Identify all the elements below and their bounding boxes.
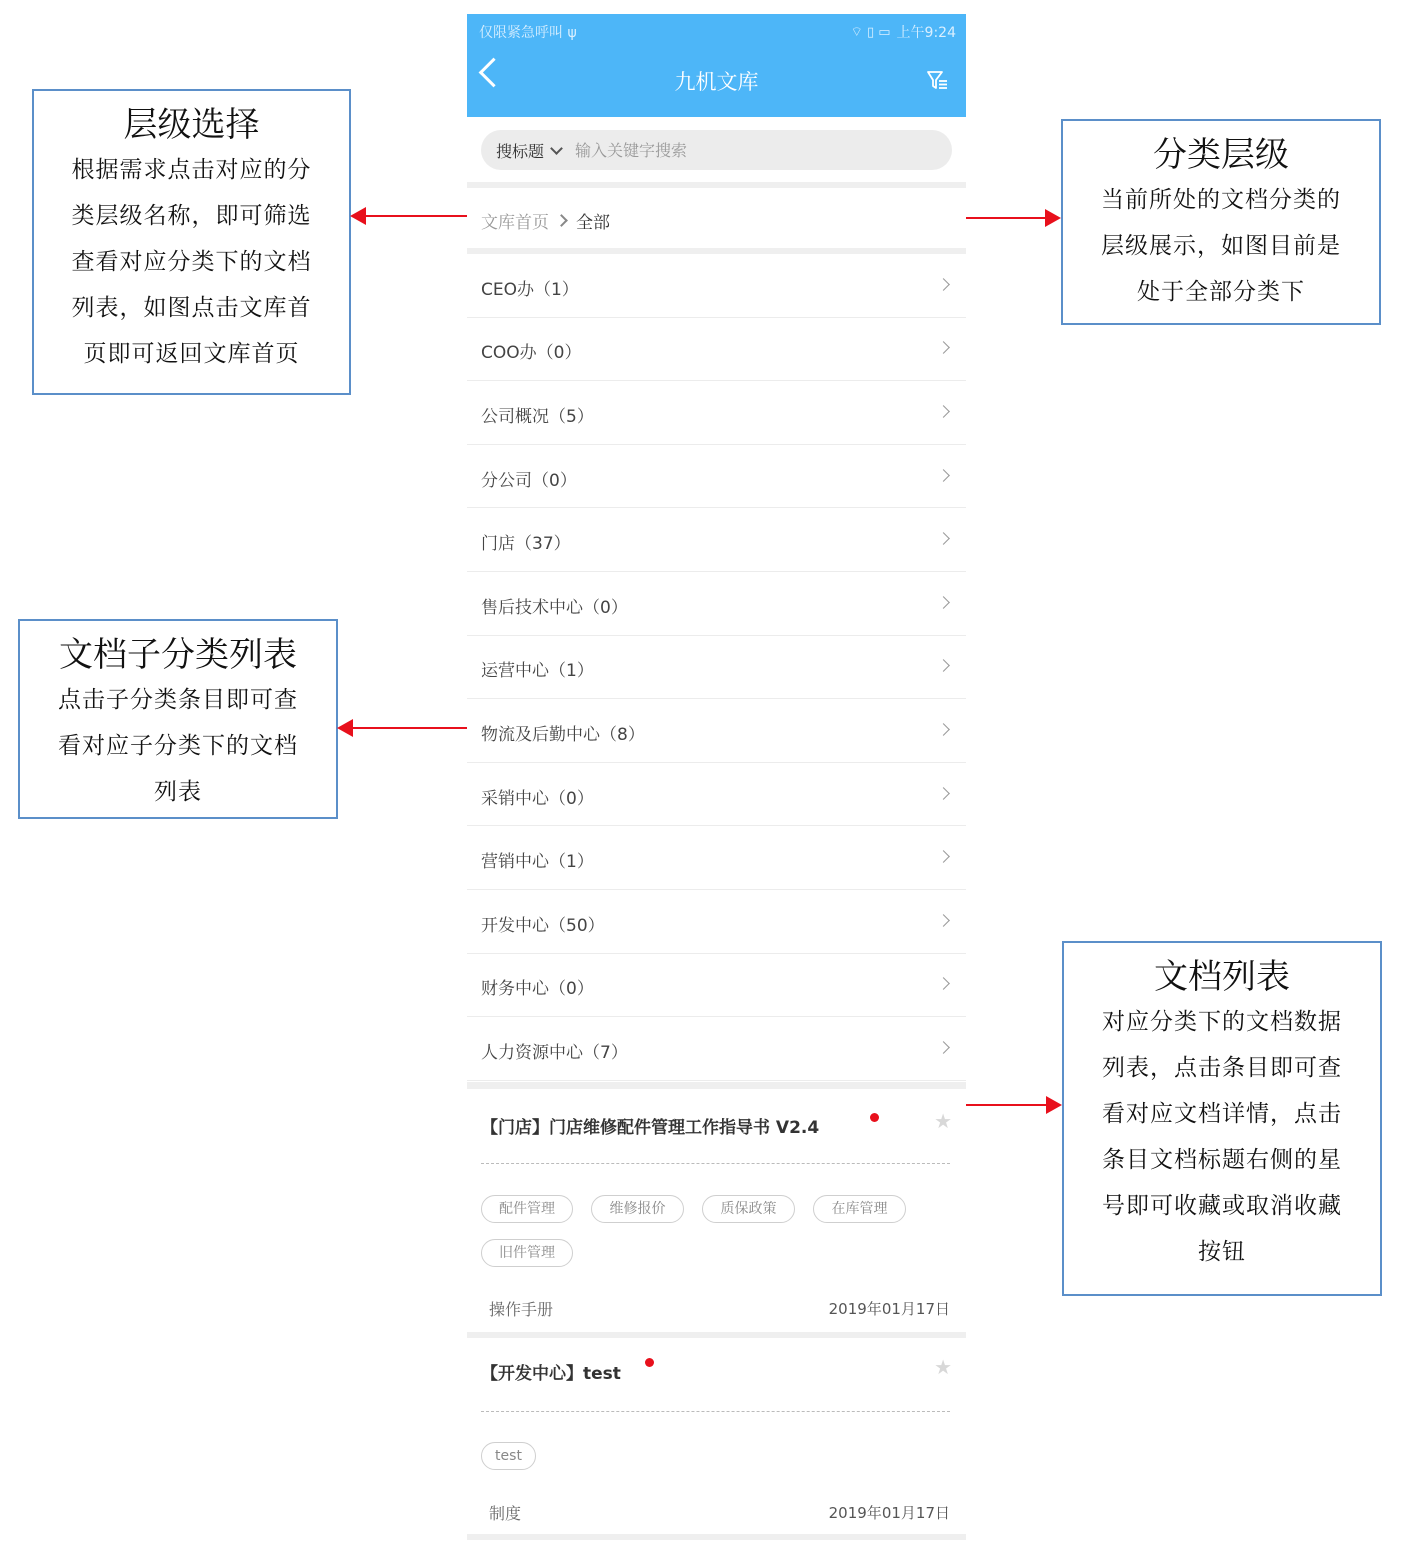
search-scope-label: 搜标题 [496, 141, 545, 161]
category-label: 运营中心（1） [481, 661, 594, 682]
chevron-right-icon [555, 214, 568, 227]
unread-dot [870, 1113, 879, 1122]
chevron-right-icon [937, 850, 950, 863]
document-title[interactable]: 【开发中心】test [481, 1364, 621, 1384]
star-icon[interactable]: ★ [934, 1109, 952, 1133]
category-label: COO办（0） [481, 343, 582, 364]
tag[interactable]: 质保政策 [702, 1195, 795, 1223]
annotation-line: 按钮 [1198, 1239, 1246, 1265]
chevron-down-icon [550, 142, 563, 155]
dashed-divider [481, 1411, 950, 1412]
chevron-right-icon [937, 660, 950, 673]
annotation-line: 列表 [154, 779, 202, 805]
category-item[interactable] [467, 636, 966, 700]
annotation-category-level [1061, 119, 1381, 325]
search-input[interactable] [573, 140, 877, 161]
tag[interactable]: 配件管理 [481, 1195, 573, 1223]
document-date: 2019年01月17日 [828, 1504, 950, 1522]
annotation-title: 分类层级 [1153, 135, 1289, 175]
chevron-right-icon [937, 278, 950, 291]
annotation-line: 层级展示，如图目前是 [1101, 233, 1341, 259]
category-item[interactable] [467, 318, 966, 382]
category-item[interactable] [467, 954, 966, 1018]
breadcrumb [481, 208, 610, 233]
category-item[interactable] [467, 508, 966, 572]
category-label: CEO办（1） [481, 279, 579, 300]
document-item[interactable] [467, 1338, 966, 1558]
annotation-line: 看对应子分类下的文档 [58, 733, 298, 759]
category-label: 营销中心（1） [481, 852, 594, 873]
category-label: 门店（37） [481, 534, 571, 555]
app-header [467, 14, 966, 117]
category-item[interactable] [467, 254, 966, 318]
category-label: 开发中心（50） [481, 915, 605, 936]
chevron-right-icon [937, 342, 950, 355]
category-label: 物流及后勤中心（8） [481, 724, 645, 745]
search-bar [481, 130, 952, 170]
category-label: 财务中心（0） [481, 979, 594, 1000]
document-date: 2019年01月17日 [828, 1300, 950, 1318]
document-item[interactable] [467, 1089, 966, 1332]
annotation-document-list [1062, 941, 1382, 1296]
category-item[interactable] [467, 826, 966, 890]
divider [467, 1082, 966, 1089]
breadcrumb-current[interactable]: 全部 [576, 213, 610, 233]
annotation-title: 文档子分类列表 [59, 635, 297, 675]
category-item[interactable] [467, 1017, 966, 1081]
annotation-line: 点击子分类条目即可查 [58, 687, 298, 713]
annotation-title: 层级选择 [123, 105, 260, 145]
tag[interactable]: 维修报价 [591, 1195, 684, 1223]
page-title: 九机文库 [674, 70, 759, 94]
chevron-right-icon [937, 1041, 950, 1054]
category-item[interactable] [467, 381, 966, 445]
chevron-right-icon [937, 469, 950, 482]
filter-icon[interactable] [926, 69, 948, 91]
category-label: 人力资源中心（7） [481, 1042, 628, 1063]
tag[interactable]: 在库管理 [813, 1195, 906, 1223]
category-label: 售后技术中心（0） [481, 597, 628, 618]
chevron-right-icon [937, 405, 950, 418]
category-item[interactable] [467, 763, 966, 827]
annotation-line: 当前所处的文档分类的 [1101, 187, 1341, 213]
status-carrier: 仅限紧急呼叫 ψ [479, 25, 577, 41]
tag[interactable]: 旧件管理 [481, 1239, 573, 1267]
chevron-right-icon [937, 596, 950, 609]
category-label: 分公司（0） [481, 470, 577, 491]
chevron-right-icon [937, 978, 950, 991]
annotation-line: 查看对应分类下的文档 [71, 249, 312, 275]
unread-dot [645, 1358, 654, 1367]
breadcrumb-home[interactable]: 文库首页 [481, 213, 549, 233]
category-item[interactable] [467, 445, 966, 509]
annotation-subcategory-list [18, 619, 338, 819]
star-icon[interactable]: ★ [934, 1355, 952, 1379]
arrow-to-level-select [352, 215, 480, 217]
category-item[interactable] [467, 890, 966, 954]
annotation-line: 列表，如图点击文库首 [71, 295, 312, 321]
annotation-line: 页即可返回文库首页 [83, 341, 300, 367]
category-item[interactable] [467, 572, 966, 636]
document-type: 操作手册 [489, 1300, 554, 1319]
category-label: 采销中心（0） [481, 788, 594, 809]
divider [467, 1534, 966, 1540]
category-item[interactable] [467, 699, 966, 763]
status-time: 上午9:24 [896, 25, 956, 41]
annotation-line: 对应分类下的文档数据 [1102, 1009, 1342, 1035]
chevron-right-icon [937, 532, 950, 545]
annotation-line: 看对应文档详情，点击 [1102, 1101, 1342, 1127]
status-bar-right [851, 22, 956, 42]
arrow-to-subcategory-list [339, 727, 470, 729]
annotation-line: 列表，点击条目即可查 [1102, 1055, 1342, 1081]
annotation-line: 条目文档标题右侧的星 [1102, 1147, 1342, 1173]
annotation-line: 号即可收藏或取消收藏 [1102, 1193, 1342, 1219]
annotation-line: 类层级名称，即可筛选 [71, 203, 312, 229]
search-scope-dropdown[interactable] [496, 139, 561, 162]
chevron-right-icon [937, 787, 950, 800]
chevron-right-icon [937, 723, 950, 736]
tag[interactable]: test [481, 1442, 536, 1470]
annotation-title: 文档列表 [1154, 957, 1290, 997]
document-title[interactable]: 【门店】门店维修配件管理工作指导书 V2.4 [481, 1118, 820, 1138]
annotation-line: 处于全部分类下 [1137, 279, 1305, 305]
divider [467, 182, 966, 188]
annotation-line: 根据需求点击对应的分 [71, 157, 312, 183]
document-type: 制度 [489, 1504, 522, 1523]
category-label: 公司概况（5） [481, 406, 594, 427]
status-icons: ⌔ ▯ ▭ [850, 25, 891, 40]
phone-screen [467, 14, 966, 1558]
annotation-level-select [32, 89, 351, 395]
dashed-divider [481, 1163, 950, 1164]
chevron-right-icon [937, 914, 950, 927]
